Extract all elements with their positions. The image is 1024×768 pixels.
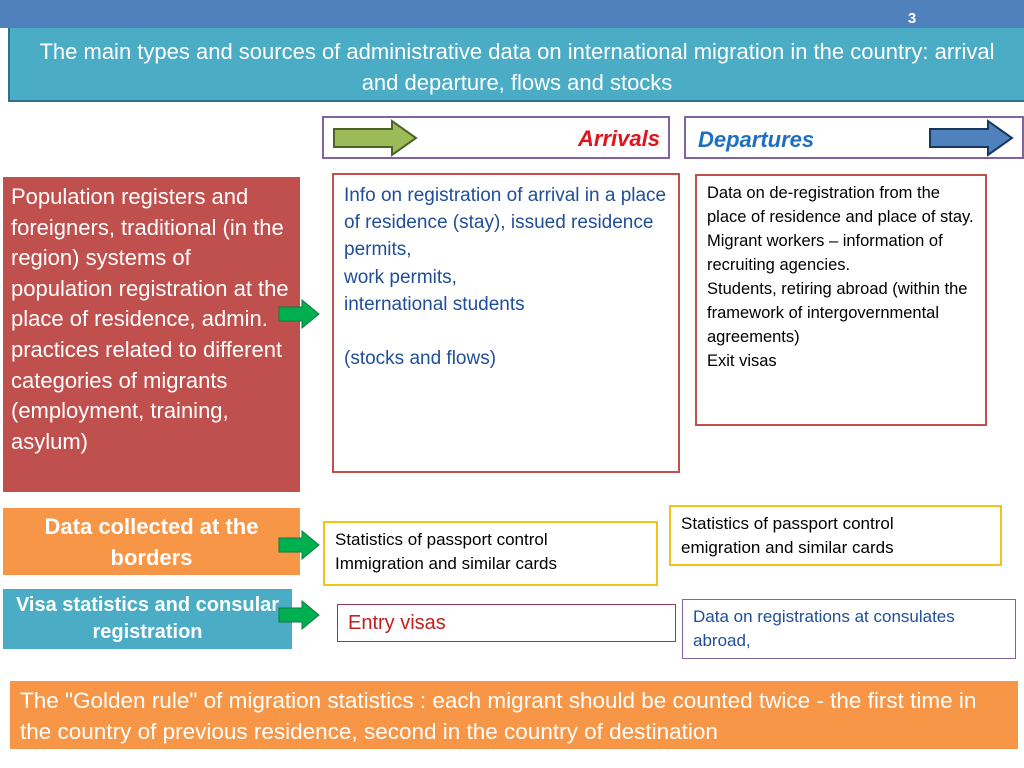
arrival-passport-control-box: Statistics of passport control Immigration and similar cards: [323, 521, 658, 586]
arrival-registration-box: Info on registration of arrival in a place of residence (stay), issued residence permits, work permits, international students (stocks and flows): [332, 173, 680, 473]
departure-deregistration-box: Data on de-registration from the place of residence and place of stay. Migrant workers – information of recruiting agencies. Students, retiring abroad (within the framework of intergovernmental agreements) Exit visas: [695, 174, 987, 426]
entry-visas-box: Entry visas: [337, 604, 676, 642]
departures-arrow-icon: [928, 119, 1018, 157]
green-arrow-icon: [278, 600, 320, 630]
border-data-box: Data collected at the borders: [3, 508, 300, 575]
departure-passport-control-box: Statistics of passport control emigration and similar cards: [669, 505, 1002, 566]
departures-label: Departures: [698, 127, 815, 152]
consulate-registrations-box: Data on registrations at consulates abroad,: [682, 599, 1016, 659]
population-registers-box: Population registers and foreigners, traditional (in the region) systems of population registration at the place of residence, admin. practices related to different categories of migrants (employment, training, asylum): [3, 177, 300, 492]
golden-rule-box: The "Golden rule" of migration statistics : each migrant should be counted twice - the first time in the country of previous residence, second in the country of destination: [10, 681, 1018, 749]
arrivals-arrow-icon: [332, 119, 422, 157]
arrivals-header: [322, 116, 670, 159]
page-number: 3: [907, 10, 917, 27]
slide-title: The main types and sources of administrative data on international migration in the country: arrival and departure, flows and stocks: [8, 28, 1024, 102]
visa-consular-box: Visa statistics and consular registration: [3, 589, 292, 649]
green-arrow-icon: [278, 530, 320, 560]
green-arrow-icon: [278, 299, 320, 329]
arrivals-label: Arrivals: [578, 126, 660, 151]
top-banner: [0, 0, 1024, 28]
departures-header: [684, 116, 1024, 159]
